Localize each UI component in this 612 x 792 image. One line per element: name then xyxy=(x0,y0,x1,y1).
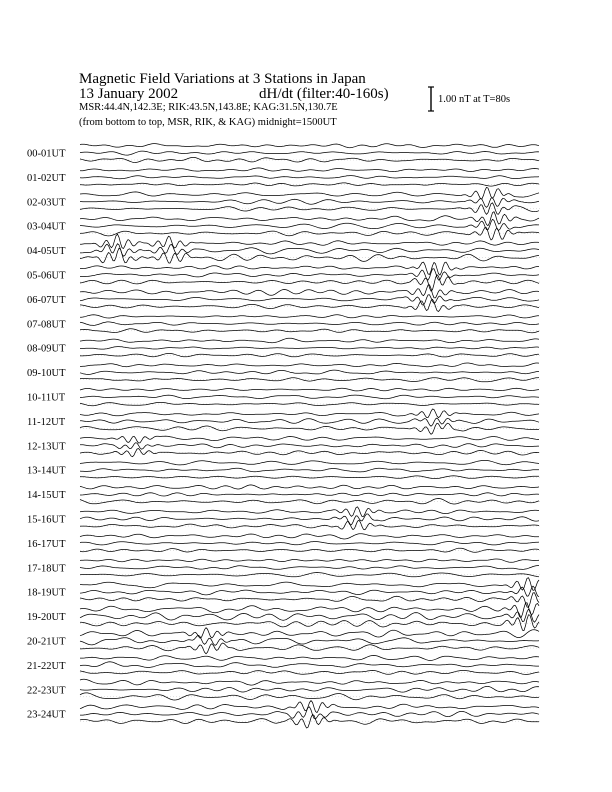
trace-rik xyxy=(80,370,539,374)
hour-row xyxy=(27,315,540,333)
hour-row xyxy=(27,212,540,240)
trace-msr xyxy=(80,449,539,457)
trace-rik xyxy=(80,395,539,399)
hour-row xyxy=(27,628,540,654)
trace-kag xyxy=(80,285,539,298)
hour-row xyxy=(27,559,540,577)
trace-rik xyxy=(80,322,539,326)
hour-row xyxy=(27,285,540,312)
trace-kag xyxy=(80,679,539,685)
trace-rik xyxy=(80,542,539,545)
trace-kag xyxy=(80,460,539,465)
hour-label: 00-01UT xyxy=(27,148,66,160)
hour-label: 03-04UT xyxy=(27,221,66,233)
station-coordinates: MSR:44.4N,142.3E; RIK:43.5N,143.8E; KAG:31.5N,130.7E xyxy=(79,102,338,113)
trace-rik xyxy=(80,347,539,350)
trace-kag xyxy=(80,234,539,248)
hour-label: 22-23UT xyxy=(27,685,66,697)
trace-kag xyxy=(80,144,539,148)
trace-kag xyxy=(80,212,539,226)
trace-rik xyxy=(80,493,539,496)
trace-msr xyxy=(80,275,539,291)
trace-msr xyxy=(80,227,539,240)
hour-label: 15-16UT xyxy=(27,514,66,526)
trace-rik xyxy=(80,418,539,426)
trace-msr xyxy=(80,643,539,654)
trace-msr xyxy=(80,299,539,311)
trace-rik xyxy=(80,468,539,472)
trace-msr xyxy=(80,520,539,530)
trace-kag xyxy=(80,534,539,539)
trace-msr xyxy=(80,693,539,700)
hour-label: 18-19UT xyxy=(27,587,66,599)
chart-date: 13 January 2002 xyxy=(79,86,179,102)
hour-row xyxy=(27,234,540,263)
trace-msr xyxy=(80,499,539,505)
trace-rik xyxy=(80,635,539,645)
trace-kag xyxy=(80,262,539,275)
hour-label: 23-24UT xyxy=(27,709,66,721)
trace-kag xyxy=(80,578,539,591)
chart-title: Magnetic Field Variations at 3 Stations in Japan xyxy=(79,71,366,87)
trace-msr xyxy=(80,593,539,608)
hour-label: 12-13UT xyxy=(27,441,66,453)
trace-order-note: (from bottom to top, MSR, RIK, & KAG) midnight=1500UT xyxy=(79,117,337,128)
trace-kag xyxy=(80,338,539,343)
hour-label: 09-10UT xyxy=(27,368,66,380)
hour-row xyxy=(27,363,540,382)
hour-label: 06-07UT xyxy=(27,294,66,306)
trace-kag xyxy=(80,363,539,367)
trace-kag xyxy=(80,507,539,517)
hour-row xyxy=(27,603,540,631)
hour-row xyxy=(27,460,540,478)
trace-rik xyxy=(80,176,539,179)
trace-kag xyxy=(80,485,539,489)
hour-row xyxy=(27,655,540,674)
hour-row xyxy=(27,187,540,214)
trace-rik xyxy=(80,514,539,525)
hour-label: 13-14UT xyxy=(27,465,66,477)
trace-rik xyxy=(80,151,539,155)
trace-kag xyxy=(80,436,539,443)
hour-row xyxy=(27,485,540,504)
trace-rik xyxy=(80,566,539,570)
hour-label: 01-02UT xyxy=(27,172,66,184)
hour-label: 11-12UT xyxy=(27,416,66,428)
hour-row xyxy=(27,679,540,700)
hour-label: 10-11UT xyxy=(27,392,66,404)
hour-row xyxy=(27,436,540,457)
hour-row xyxy=(27,578,540,608)
trace-rik xyxy=(80,219,539,230)
trace-kag xyxy=(80,655,539,660)
trace-rik xyxy=(80,295,539,305)
hour-label: 04-05UT xyxy=(27,246,66,258)
hour-label: 20-21UT xyxy=(27,636,66,648)
trace-msr xyxy=(80,203,539,215)
chart-filter: dH/dt (filter:40-160s) xyxy=(259,86,389,102)
hour-row xyxy=(27,338,540,357)
hour-label: 17-18UT xyxy=(27,563,66,575)
trace-rik xyxy=(80,686,539,692)
hour-row xyxy=(27,168,540,186)
hour-label: 02-03UT xyxy=(27,197,66,209)
trace-rik xyxy=(80,269,539,280)
hour-row xyxy=(27,409,540,434)
hour-row xyxy=(27,507,540,530)
trace-kag xyxy=(80,315,539,318)
trace-kag xyxy=(80,388,539,391)
hour-label: 21-22UT xyxy=(27,660,66,672)
hour-label: 08-09UT xyxy=(27,343,66,355)
trace-kag xyxy=(80,559,539,562)
trace-kag xyxy=(80,628,539,638)
hour-label: 16-17UT xyxy=(27,538,66,550)
hour-row xyxy=(27,701,540,729)
hour-label: 07-08UT xyxy=(27,319,66,331)
hour-label: 19-20UT xyxy=(27,612,66,624)
hour-row xyxy=(27,388,540,405)
trace-kag xyxy=(80,168,539,172)
trace-rik xyxy=(80,662,539,668)
trace-kag xyxy=(80,187,539,198)
trace-rik xyxy=(80,198,539,208)
scale-label: 1.00 nT at T=80s xyxy=(438,94,511,105)
trace-rik xyxy=(80,707,539,719)
hour-row xyxy=(27,262,540,291)
hour-label: 05-06UT xyxy=(27,270,66,282)
hour-label: 14-15UT xyxy=(27,490,66,502)
hour-row xyxy=(27,534,540,553)
trace-msr xyxy=(80,615,539,631)
trace-msr xyxy=(80,423,539,434)
hour-row xyxy=(27,144,540,163)
trace-rik xyxy=(80,443,539,450)
trace-msr xyxy=(80,402,539,405)
trace-kag xyxy=(80,409,539,418)
